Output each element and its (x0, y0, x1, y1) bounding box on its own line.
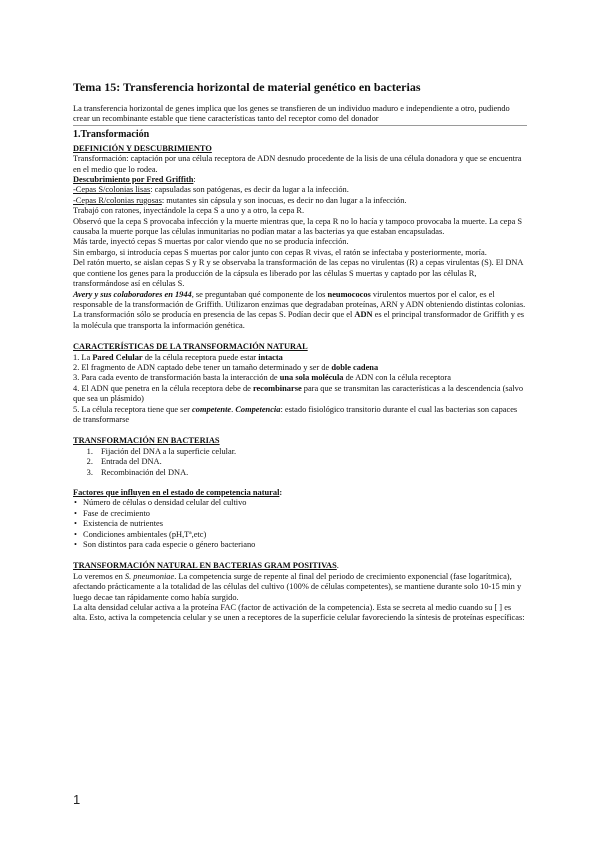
document-title: Tema 15: Transferencia horizontal de material genético en bacterias (73, 80, 421, 94)
c2-bold-doble-cadena: doble cadena (331, 362, 379, 372)
paragraph-avery (73, 290, 527, 332)
griffith-colon: : (193, 175, 196, 185)
avery-adn: ADN (354, 310, 373, 320)
subheading-caracteristicas: CARACTERÍSTICAS DE LA TRANSFORMACIÓN NATURAL (73, 342, 308, 352)
list-item: 2. Entrada del DNA. (95, 457, 527, 467)
c1-bold-intacta: intacta (258, 352, 283, 362)
c4-text-c: para que se transmitan las características a la descendencia (salvo que sea un plásmido) (73, 383, 524, 404)
c4-text-a: 4. El ADN que penetra en la célula receptora debe de (73, 383, 253, 393)
section-divider (73, 125, 527, 126)
subheading-gram-line (73, 561, 527, 571)
c5-bold-competente: competente (192, 404, 232, 414)
page-content (73, 80, 527, 624)
c1-text-a: 1. La (73, 352, 93, 362)
caracteristica-1 (73, 353, 527, 363)
caracteristica-5 (73, 405, 527, 426)
cepa-r-line (73, 196, 527, 206)
section-heading-transformacion: 1.Transformación (73, 128, 150, 140)
c3-text-a: 3. Para cada evento de transformación basta la interacción de (73, 373, 280, 383)
cepa-s-label: -Cepas S/colonias lisas (73, 185, 151, 195)
subheading-gram: TRANSFORMACIÓN NATURAL EN BACTERIAS GRAM POSITIVAS (73, 561, 337, 571)
caracteristica-4 (73, 384, 527, 405)
griffith-label: Descubrimiento por Fred Griffith (73, 175, 194, 185)
cepa-r-text: : mutantes sin cápsula y son inocuas, es decir no dan lugar a la infección. (161, 195, 407, 205)
cepa-s-text: : capsuladas son patógenas, es decir da lugar a la infección. (150, 185, 349, 195)
paragraph-raton-muerto: Del ratón muerto, se aislan cepas S y R y se observaba la transformación de las cepas no virulentas (R) a cepas virulentas (S). El DNA que contiene los genes para la producción de la cápsula es liberado por las células S muertas y captado por las células R, transformándose así en células S. (73, 258, 524, 289)
factores-title: Factores que influyen en el estado de competencia natural (73, 488, 280, 497)
c3-text-c: de ADN con la célula receptora (343, 373, 451, 383)
avery-text-3: es el principal transformador de Griffith y es la molécula que transporta la información genética. (73, 310, 525, 330)
list-item: • Existencia de nutrientes (73, 519, 527, 529)
gram-heading-dot: . (336, 561, 339, 571)
list-item: • Son distintos para cada especie o género bacteriano (73, 540, 527, 550)
c5-bold-competencia: Competencia (235, 404, 281, 414)
c5-text-a: 5. La célula receptora tiene que ser (73, 404, 193, 414)
c3-bold-molecula: una sola molécula (279, 373, 344, 383)
factores-list (73, 498, 527, 550)
c5-text-e: : estado fisiológico transitorio durante el cual las bacterias son capaces de transformarse (73, 404, 518, 424)
subheading-definicion: DEFINICIÓN Y DESCUBRIMIENTO (73, 143, 212, 153)
avery-text-1: , se preguntaban qué componente de los (191, 289, 328, 299)
paragraph-observo: Observó que la cepa S provocaba infección y la muerte mientras que, la cepa R no lo hacía y tampoco provocaba la muerte. La cepa S causaba la muerte porque las células inmunitarias no podían matar a las bacterias ya que estaban encapsuladas. (73, 216, 523, 237)
subheading-bacterias: TRANSFORMACIÓN EN BACTERIAS (73, 436, 220, 446)
list-item: • Condiciones ambientales (pH,Tª,etc) (73, 530, 527, 540)
factores-heading (73, 488, 527, 498)
gram-species: S. pneumoniae (124, 571, 175, 581)
cepa-r-label: -Cepas R/colonias rugosas (73, 195, 162, 205)
page-number: 1 (73, 792, 81, 807)
paragraph-gram-1 (73, 572, 527, 603)
c4-bold-recombinarse: recombinarse (252, 383, 302, 393)
c1-bold-pared: Pared Celular (92, 352, 143, 362)
gram-text-a: Lo veremos en (73, 571, 125, 581)
list-item: 1. Fijación del DNA a la superficie celular. (95, 447, 527, 457)
list-item: • Número de células o densidad celular del cultivo (73, 498, 527, 508)
avery-text-2: virulentos muertos por el calor, es el responsable de la transformación de Griffith. Utilizaron enzimas que degradaban proteínas, ARN y ADN obteniendo distintas colonias. La transformación sólo se producía en presencia de las cepas S. Podían decir que el (73, 289, 526, 320)
paragraph-gram-2: La alta densidad celular activa a la proteína FAC (factor de activación de la competencia). Esta se secreta al medio cuando su [ ] es alta. Esto, activa la competencia celular y se unen a receptores de la superficie celular favoreciendo la síntesis de proteínas específicas: (73, 603, 525, 623)
gram-text-b: . La competencia surge de repente al final del periodo de crecimiento exponencial (fase logarítmica), afectando prácticamente a la totalidad de las células del cultivo (100% de células competentes), se mantiene durante solo 10-15 min y luego decae tan rápidamente como había surgido. (73, 571, 522, 602)
griffith-heading (73, 175, 527, 185)
caracteristica-2 (73, 363, 527, 373)
definition-paragraph: Transformación: captación por una célula receptora de ADN desnudo procedente de la lisis de una célula donadora y que se encuentra en el medio que lo rodea. (73, 154, 522, 174)
avery-neumococos: neumococos (327, 289, 371, 299)
caracteristica-3 (73, 373, 527, 383)
avery-bold: Avery y sus colaboradores en 1944 (73, 289, 192, 299)
paragraph-mas-tarde: Más tarde, inyectó cepas S muertas por calor viendo que no se producía infección. (73, 237, 349, 247)
c5-text-c: . (231, 404, 236, 414)
intro-paragraph: La transferencia horizontal de genes implica que los genes se transfieren de un individuo maduro e independiente a otro, pudiendo crear un recombinante estable que tiene características tanto del receptor como del donador (73, 104, 510, 124)
list-item: • Fase de crecimiento (73, 509, 527, 519)
c1-text-c: de la célula receptora puede estar (142, 352, 259, 362)
factores-colon: : (279, 488, 283, 497)
paragraph-sin-embargo: Sin embargo, si introducía cepas S muertas por calor junto con cepas R vivas, el ratón se infectaba y posteriormente, moría. (73, 247, 487, 257)
c2-text-a: 2. El fragmento de ADN captado debe tener un tamaño determinado y ser de (73, 362, 332, 372)
cepa-s-line (73, 185, 527, 195)
list-item: 3. Recombinación del DNA. (95, 468, 527, 478)
transformation-steps (73, 447, 527, 478)
paragraph-trabajo: Trabajó con ratones, inyectándole la cepa S a uno y a otro, la cepa R. (73, 206, 305, 216)
